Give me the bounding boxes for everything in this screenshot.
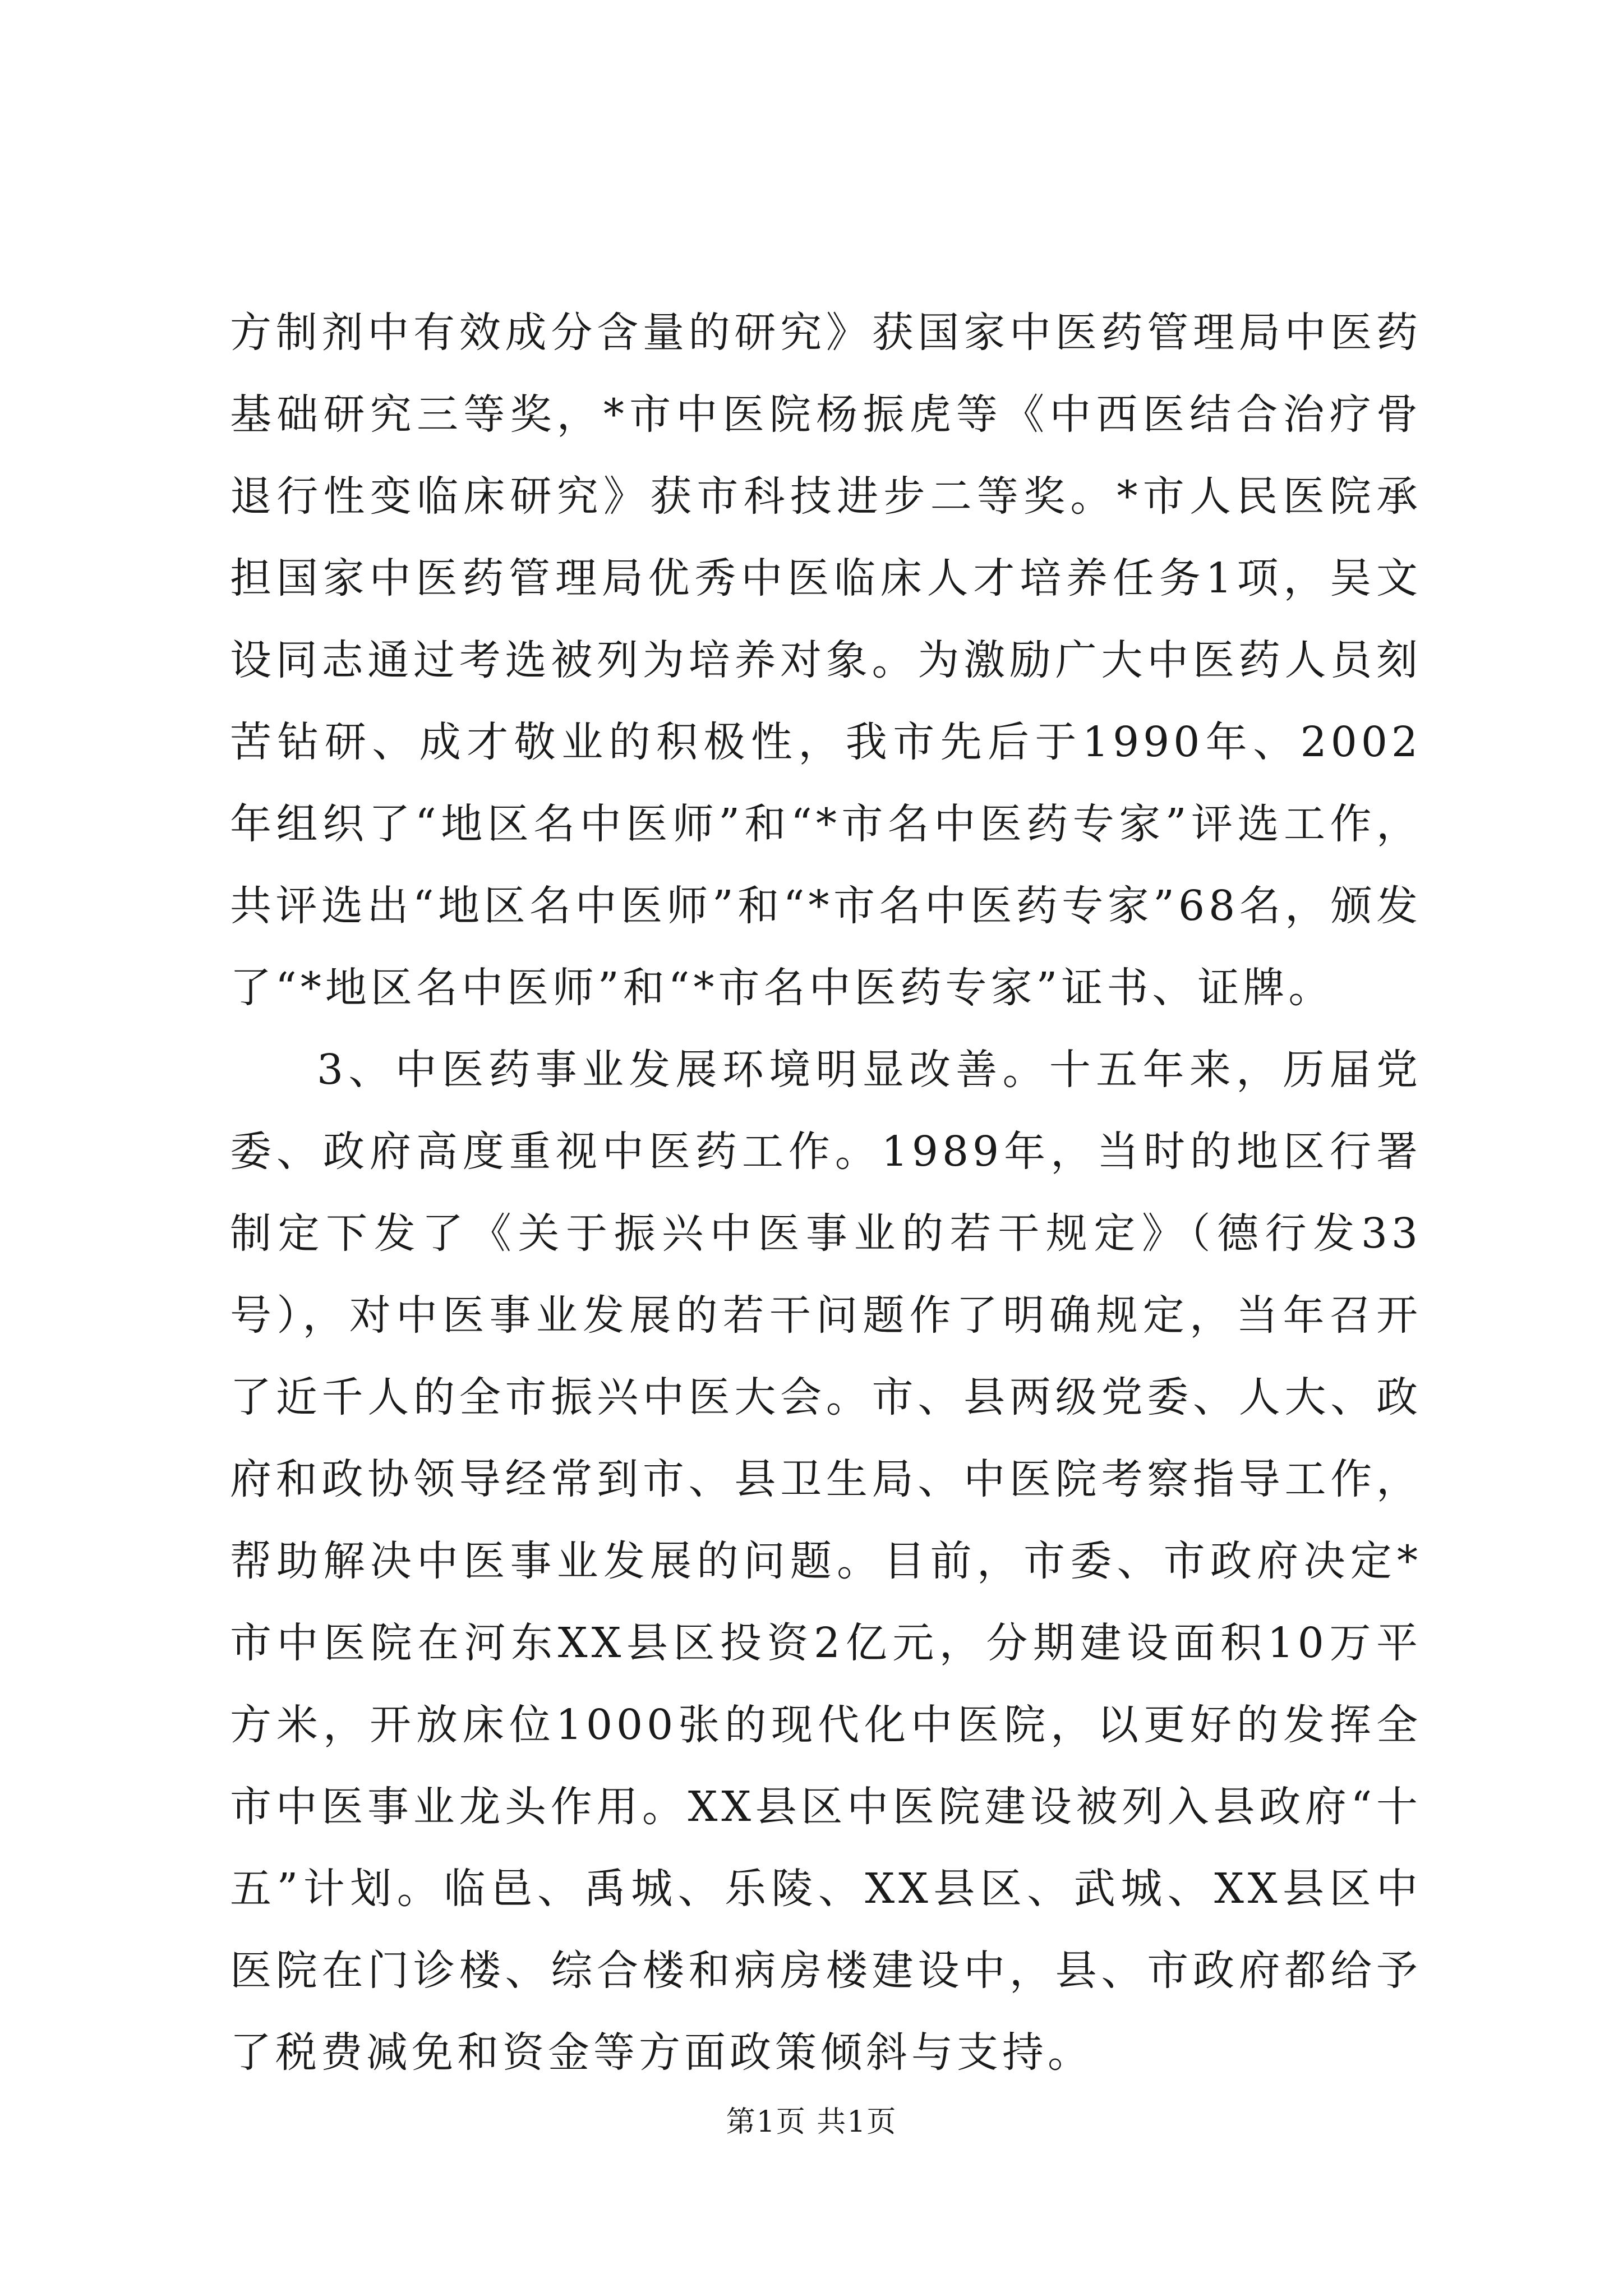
paragraph-continued: 方制剂中有效成分含量的研究》获国家中医药管理局中医药基础研究三等奖，*市中医院杨振虎等《中西医结合治疗骨退行性变临床研究》获市科技进步二等奖。*市人民医院承担国家中医药管理局优秀中医临床人才培养任务1项，吴文设同志通过考选被列为培养对象。为激励广大中医药人员刻苦钻研、成才敬业的积极性，我市先后于1990年、2002年组织了“地区名中医师”和“*市名中医药专家”评选工作，共评选出“地区名中医师”和“*市名中医药专家”68名，颁发了“*地区名中医师”和“*市名中医药专家”证书、证牌。	[230, 309, 1422, 1012]
paragraph-section-3: 3、中医药事业发展环境明显改善。十五年来，历届党委、政府高度重视中医药工作。1989年，当时的地区行署制定下发了《关于振兴中医事业的若干规定》（德行发33号），对中医事业发展的若干问题作了明确规定，当年召开了近千人的全市振兴中医大会。市、县两级党委、人大、政府和政协领导经常到市、县卫生局、中医院考察指导工作，帮助解决中医事业发展的问题。目前，市委、市政府决定*市中医院在河东XX县区投资2亿元，分期建设面积10万平方米，开放床位1000张的现代化中医院，以更好的发挥全市中医事业龙头作用。XX县区中医院建设被列入县政府“十五”计划。临邑、禹城、乐陵、XX县区、武城、XX县区中医院在门诊楼、综合楼和病房楼建设中，县、市政府都给予了税费减免和资金等方面政策倾斜与支持。	[230, 1046, 1422, 2077]
document-body	[230, 292, 1422, 2093]
page-footer: 第1页 共1页	[726, 2105, 897, 2139]
